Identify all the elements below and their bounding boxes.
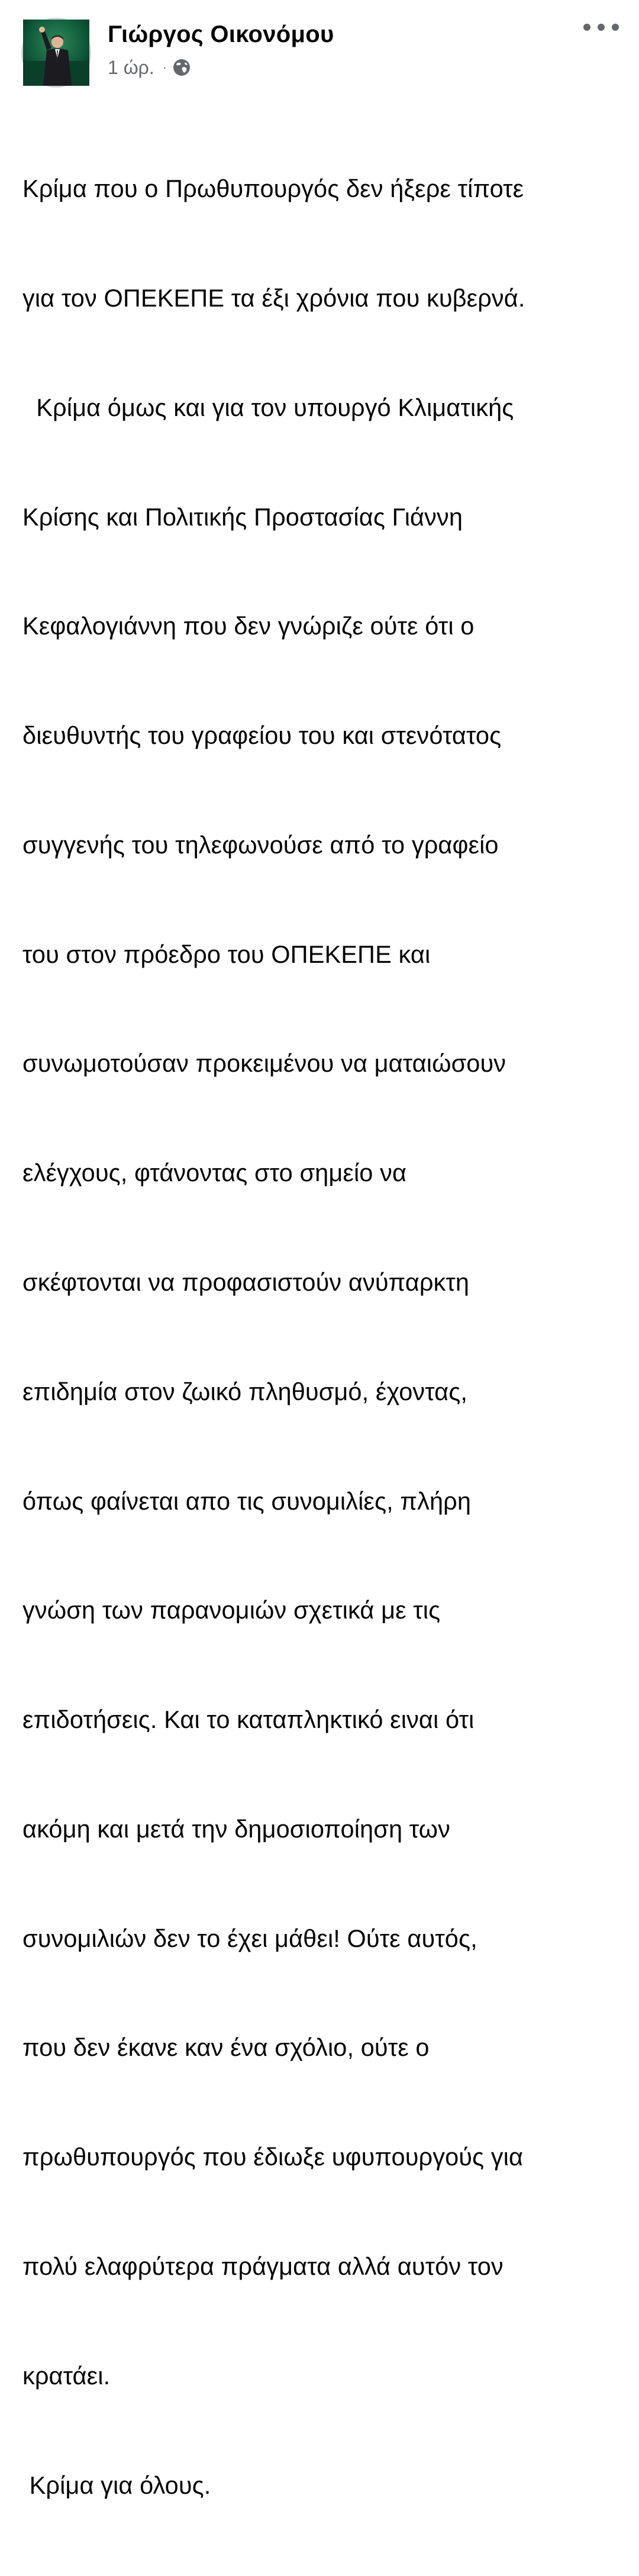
post-text-line: για τον ΟΠΕΚΕΠΕ τα έξι χρόνια που κυβερνά. <box>22 283 525 312</box>
post-text-line: του στον πρόεδρο του ΟΠΕΚΕΠΕ και <box>22 940 431 968</box>
post-text-line: επιδημία στον ζωικό πληθυσμό, έχοντας, <box>22 1377 467 1405</box>
avatar-photo <box>23 20 89 86</box>
post-text-line: Κρίμα όμως και για τον υπουργό Κλιματικής <box>22 393 514 421</box>
more-dot <box>598 24 605 31</box>
post-text-line: που δεν έκανε καν ένα σχόλιο, ούτε ο <box>22 2033 430 2062</box>
post-timestamp[interactable]: 1 ώρ. <box>108 56 154 78</box>
post-text-line: γνώση των παρανομιών σχετικά με τις <box>22 1596 441 1624</box>
post-text-line: Κρίμα που ο Πρωθυπουργός δεν ήξερε τίποτε <box>22 175 524 203</box>
post-text-line: επιδοτήσεις. Και το καταπληκτικό ειναι ότι <box>22 1705 475 1734</box>
post-text-line: σκέφτονται να προφασιστούν ανύπαρκτη <box>22 1268 470 1296</box>
more-options-icon[interactable] <box>583 20 619 34</box>
post-text-line: ακόμη και μετά την δημοσιοποίηση των <box>22 1814 451 1843</box>
meta-separator: · <box>162 60 167 75</box>
post-text-line: Κρίσης και Πολιτικής Προστασίας Γιάννη <box>22 502 463 531</box>
more-dot <box>612 24 619 31</box>
post-text-line: συνομιλιών δεν το έχει μάθει! Ούτε αυτός, <box>22 1924 477 1952</box>
globe-icon[interactable] <box>173 59 191 76</box>
more-dot <box>583 24 590 31</box>
post-text-line: πρωθυπουργός που έδιωξε υφυπουργούς για <box>22 2143 524 2171</box>
post-text-line: κρατάει. <box>22 2361 111 2390</box>
author-name[interactable]: Γιώργος Οικονόμου <box>108 21 334 47</box>
post-text-line: Κεφαλογιάννη που δεν γνώριζε ούτε ότι ο <box>22 612 475 640</box>
post-meta <box>108 56 191 79</box>
post-text-line: ελέγχους, φτάνοντας στο σημείο να <box>22 1159 407 1187</box>
post-text-line: Κρίμα για όλους. <box>22 2471 211 2499</box>
post-text-line: όπως φαίνεται απο τις συνομιλίες, πλήρη <box>22 1487 472 1515</box>
post-text-line: συγγενής του τηλεφωνούσε από το γραφείο <box>22 830 499 859</box>
post-body <box>22 98 626 2576</box>
post-header <box>21 18 619 89</box>
post-text-line: διευθυντής του γραφείου του και στενότατος <box>22 721 502 750</box>
avatar[interactable] <box>21 18 91 88</box>
post-text-line: συνωμοτούσαν προκειμένου να ματαιώσουν <box>22 1049 506 1078</box>
post-text-line: πολύ ελαφρύτερα πράγματα αλλά αυτόν τον <box>22 2252 504 2281</box>
